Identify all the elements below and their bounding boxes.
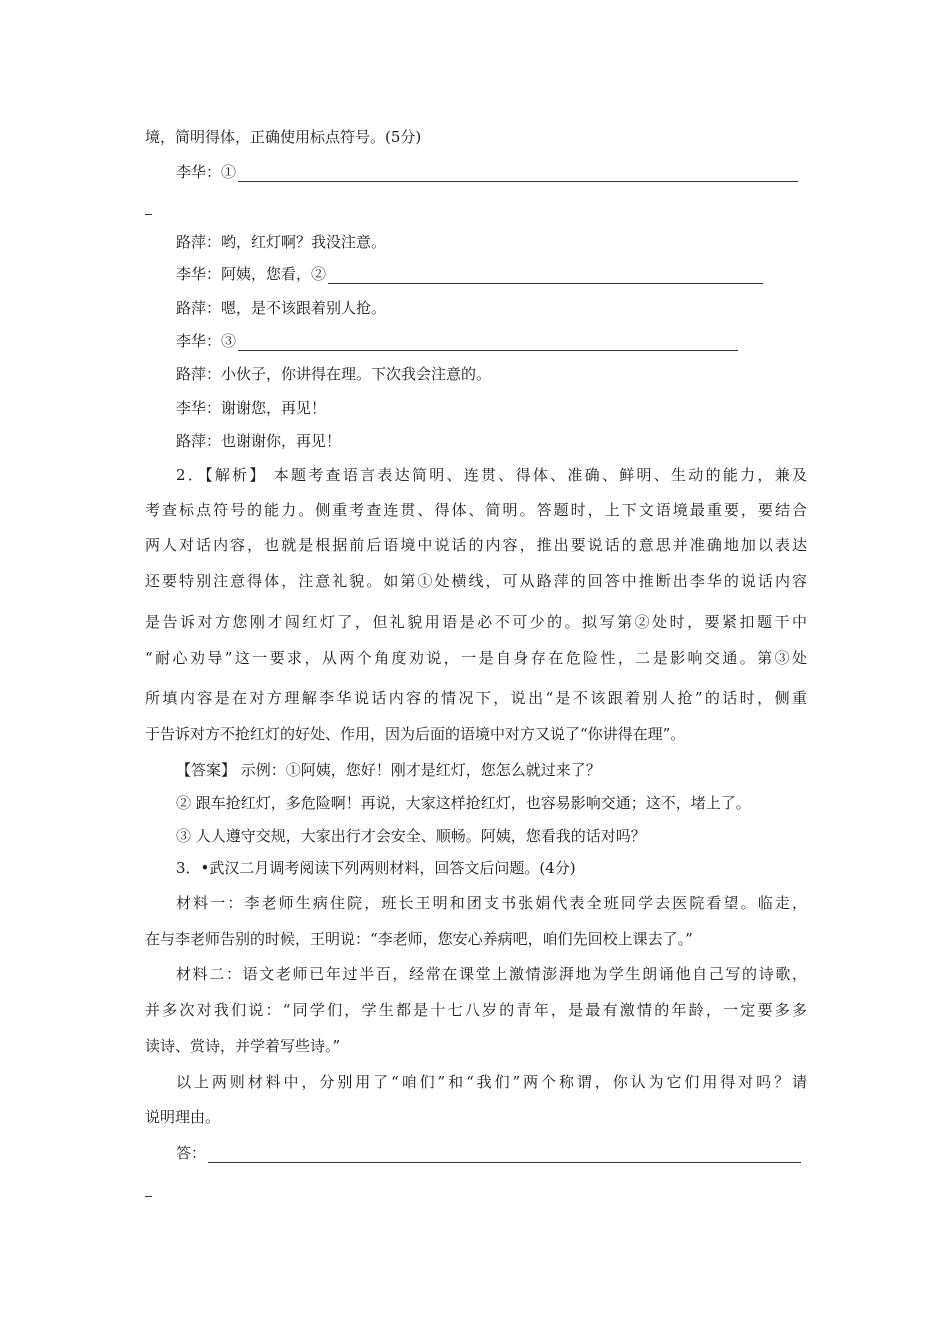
material-line (0, 1000, 950, 1020)
line-text: 【答案】 示例：①阿姨，您好！刚才是红灯，您怎么就过来了？ (176, 761, 601, 779)
answer-line-final (0, 1143, 950, 1163)
dialogue-line (0, 364, 950, 384)
line-text: 2．【解析】 本题考查语言表达简明、连贯、得体、准确、鲜明、生动的能力，兼及 (176, 466, 807, 484)
text-line (0, 127, 950, 147)
analysis-line (0, 535, 950, 555)
line-text: 路萍：也谢谢你，再见！ (176, 432, 342, 450)
answer-key-line (0, 826, 950, 846)
material-line (0, 1036, 950, 1056)
analysis-line (0, 500, 950, 520)
answer-blank-1[interactable] (238, 167, 798, 182)
line-text: 读诗、赏诗，并学着写些诗。” (145, 1037, 341, 1055)
line-text: 说明理由。 (145, 1108, 221, 1126)
line-text: 答： (176, 1144, 207, 1162)
dialogue-line (0, 398, 950, 418)
line-text: 两人对话内容，也就是根据前后语境中说话的内容，推出要说话的意思并准确地加以表达 (145, 536, 807, 554)
answer-key-line (0, 760, 950, 780)
answer-blank-2[interactable] (328, 269, 763, 284)
line-text: “耐心劝导”这一要求，从两个角度劝说，一是自身存在危险性，二是影响交通。第③处 (145, 649, 807, 667)
analysis-line (0, 571, 950, 591)
question-line (0, 1107, 950, 1127)
answer-blank-final[interactable] (208, 1148, 801, 1163)
line-text: 材料一：李老师生病住院，班长王明和团支书张娟代表全班同学去医院看望。临走， (176, 894, 807, 912)
analysis-line (0, 724, 950, 744)
continuation-dash (145, 1196, 152, 1197)
line-text: 路萍：哟，红灯啊？我没注意。 (176, 233, 387, 251)
line-text: 3．•武汉二月调考阅读下列两则材料，回答文后问题。(4分) (176, 859, 576, 877)
dialogue-line (0, 431, 950, 451)
question-3-heading (0, 858, 950, 878)
line-text: 以上两则材料中，分别用了“咱们”和“我们”两个称谓，你认为它们用得对吗？请 (176, 1073, 807, 1091)
dialogue-line (0, 232, 950, 252)
question-line (0, 1072, 950, 1092)
line-text: 路萍：小伙子，你讲得在理。下次我会注意的。 (176, 365, 492, 383)
line-text: 李华：① (176, 163, 237, 181)
line-text: 于告诉对方不抢红灯的好处、作用，因为后面的语境中对方又说了“你讲得在理”。 (145, 725, 686, 743)
answer-line-1 (0, 162, 950, 182)
line-text: 还要特别注意得体，注意礼貌。如第①处横线，可从路萍的回答中推断出李华的说话内容 (145, 572, 807, 590)
continuation-dash (145, 214, 152, 215)
line-text: 是告诉对方您刚才闯红灯了，但礼貌用语是必不可少的。拟写第②处时，要紧扣题干中 (145, 613, 807, 631)
line-text: 李华：③ (176, 332, 237, 350)
line-text: 在与李老师告别的时候，王明说：“李老师，您安心养病吧，咱们先回校上课去了。” (145, 930, 693, 948)
line-text: ② 跟车抢红灯，多危险啊！再说，大家这样抢红灯，也容易影响交通；这不，堵上了。 (176, 794, 751, 812)
answer-line-3 (0, 331, 950, 351)
material-line (0, 964, 950, 984)
dialogue-line (0, 298, 950, 318)
answer-blank-3[interactable] (238, 336, 738, 351)
line-text: 材料二：语文老师已年过半百，经常在课堂上激情澎湃地为学生朗诵他自己写的诗歌， (176, 965, 807, 983)
analysis-line (0, 612, 950, 632)
line-text: 李华：谢谢您，再见！ (176, 399, 327, 417)
answer-key-line (0, 793, 950, 813)
material-line (0, 893, 950, 913)
analysis-line (0, 648, 950, 668)
answer-line-2 (0, 264, 950, 284)
line-text: 所填内容是在对方理解李华说话内容的情况下，说出“是不该跟着别人抢”的话时，侧重 (145, 689, 807, 707)
analysis-line (0, 465, 950, 485)
line-text: 考查标点符号的能力。侧重考查连贯、得体、简明。答题时，上下文语境最重要，要结合 (145, 501, 807, 519)
line-text: 境，简明得体，正确使用标点符号。(5分) (145, 128, 422, 146)
line-text: 李华：阿姨，您看，② (176, 265, 327, 283)
analysis-line (0, 688, 950, 708)
line-text: 并多次对我们说：“同学们，学生都是十七八岁的青年，是最有激情的年龄，一定要多多 (145, 1001, 807, 1019)
line-text: 路萍：嗯，是不该跟着别人抢。 (176, 299, 387, 317)
material-line (0, 929, 950, 949)
line-text: ③ 人人遵守交规，大家出行才会安全、顺畅。阿姨，您看我的话对吗？ (176, 827, 646, 845)
